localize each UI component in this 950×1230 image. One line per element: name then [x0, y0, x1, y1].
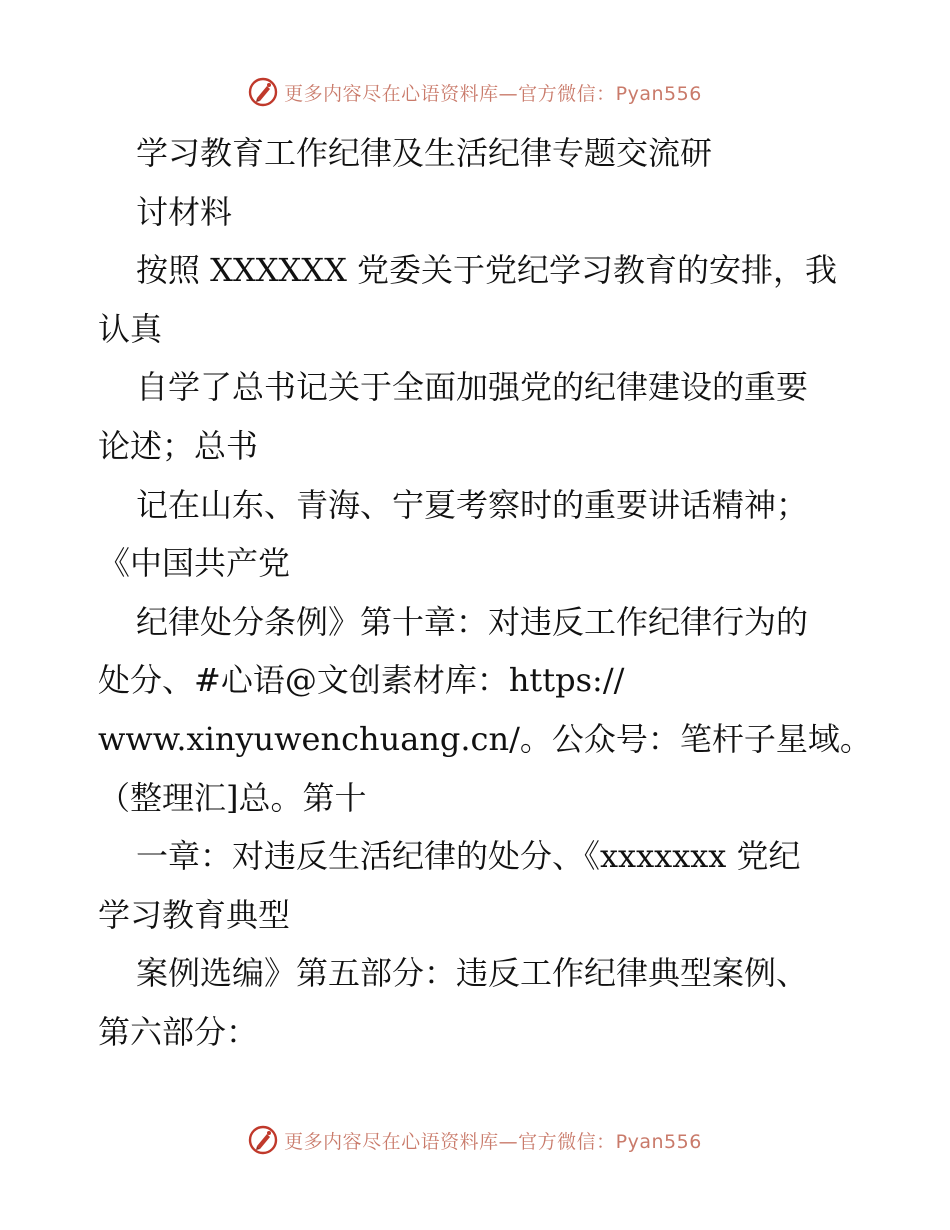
paragraph-line: 论述；总书: [98, 426, 259, 465]
paragraph-line: 案例选编》第五部分：违反工作纪律典型案例、: [136, 954, 809, 993]
pen-logo-icon: [248, 1125, 278, 1155]
document-body: [98, 124, 872, 1062]
paragraph-line: 一章：对违反生活纪律的处分、《xxxxxxx 党纪: [136, 837, 801, 876]
paragraph-line: 自学了总书记关于全面加强党的纪律建设的重要: [136, 368, 809, 407]
paragraph-line: 按照 XXXXXX 党委关于党纪学习教育的安排，我: [136, 251, 838, 290]
pen-logo-icon: [248, 77, 278, 107]
watermark-text: 更多内容尽在心语资料库—官方微信：Pyan556: [284, 82, 702, 105]
paragraph-line: 纪律处分条例》第十章：对违反工作纪律行为的: [136, 602, 809, 641]
header-watermark: [0, 72, 950, 112]
footer-watermark: [0, 1120, 950, 1160]
paragraph-line: www.xinyuwenchuang.cn/。公众号：笔杆子星域。: [98, 719, 872, 758]
title-line-1: 学习教育工作纪律及生活纪律专题交流研: [136, 134, 713, 172]
paragraph-line: 第六部分：: [98, 1012, 259, 1051]
paragraph-line: 认真: [98, 309, 163, 348]
paragraph-line: 学习教育典型: [98, 895, 291, 934]
watermark-text: 更多内容尽在心语资料库—官方微信：Pyan556: [284, 1130, 702, 1153]
paragraph-line: 《中国共产党: [98, 544, 291, 583]
title-line-2: 讨材料: [136, 192, 233, 231]
paragraph-line: 记在山东、青海、宁夏考察时的重要讲话精神；: [136, 485, 809, 524]
paragraph-line: （整理汇]总。第十: [98, 778, 367, 817]
paragraph-line: 处分、#心语@文创素材库：https://: [98, 661, 625, 700]
